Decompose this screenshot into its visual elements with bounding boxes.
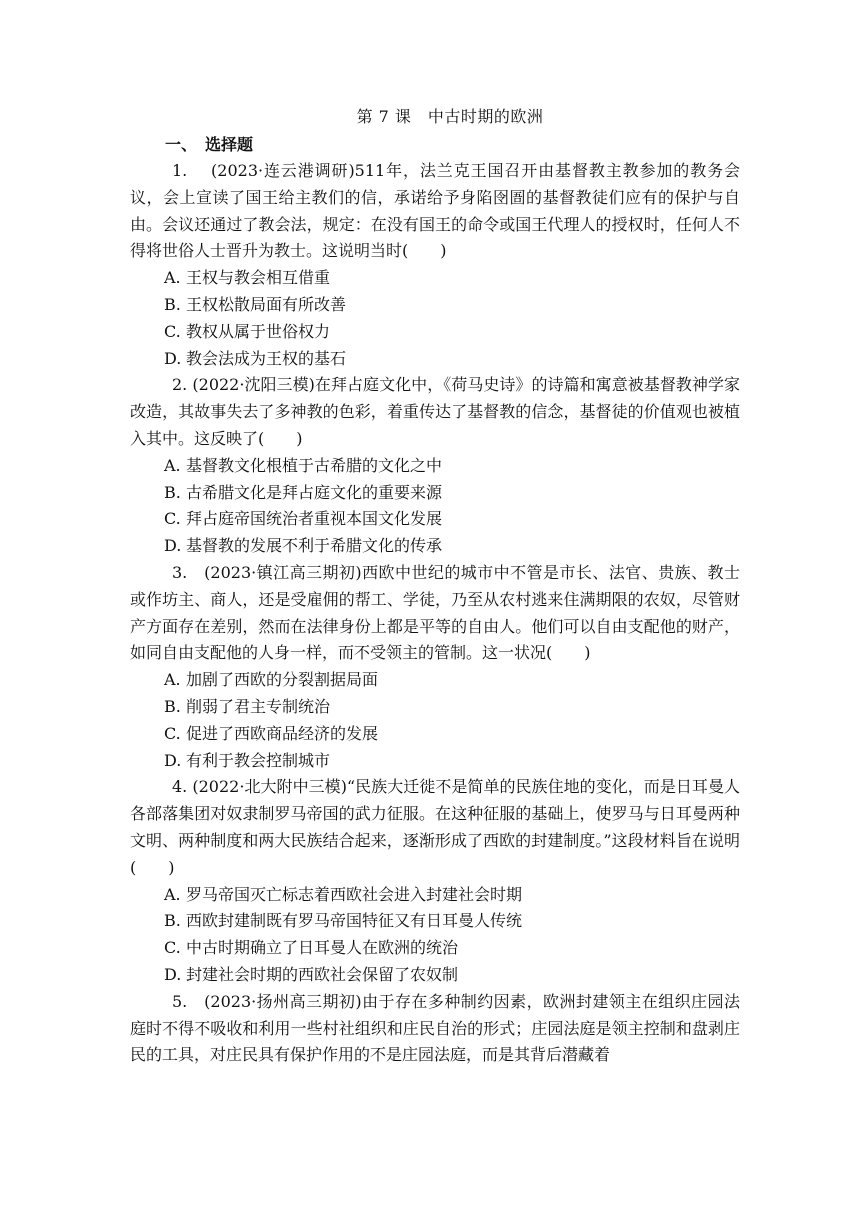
option-d: [130, 533, 740, 560]
option-d: [130, 748, 740, 775]
option-text: 教权从属于世俗权力: [186, 321, 331, 341]
option-letter: A.: [164, 455, 181, 475]
question-stem: 5. (2023·扬州高三期初)由于存在多种制约因素，欧洲封建领主在组织庄园法庭时不得不吸收和利用一些村社组织和庄民自治的形式；庄园法庭是领主控制和盘剥庄民的工具，对庄民具有保护作用的不是庄园法庭，而是其背后潜藏着: [130, 991, 740, 1065]
question-stem: 3. (2023·镇江高三期初)西欧中世纪的城市中不管是市长、法官、贵族、教士或作坊主、商人，还是受雇佣的帮工、学徒，乃至从农村逃来住满期限的农奴，尽管财产方面存在差别，然而在法律身份上都是平等的自由人。他们可以自由支配他的财产，如同自由支配他的人身一样，而不受领主的管制。这一状况( ): [130, 562, 740, 663]
option-a: [130, 667, 740, 694]
option-letter: C.: [164, 509, 181, 529]
option-text: 基督教文化根植于古希腊的文化之中: [186, 455, 443, 475]
option-letter: B.: [164, 294, 181, 314]
option-d: [130, 346, 740, 373]
option-b: [130, 908, 740, 935]
option-c: [130, 935, 740, 962]
option-text: 西欧封建制既有罗马帝国特征又有日耳曼人传统: [186, 911, 523, 931]
option-b: [130, 694, 740, 721]
question-item: [130, 989, 740, 1069]
option-text: 王权与教会相互借重: [186, 268, 331, 288]
question-list: [130, 158, 740, 1069]
option-letter: B.: [164, 482, 181, 502]
option-text: 拜占庭帝国统治者重视本国文化发展: [186, 509, 443, 529]
option-letter: C.: [164, 938, 181, 958]
option-text: 古希腊文化是拜占庭文化的重要来源: [186, 482, 443, 502]
option-b: [130, 480, 740, 507]
question-stem: 2. (2022·沈阳三模)在拜占庭文化中，《荷马史诗》的诗篇和寓意被基督教神学家改造，其故事失去了多神教的色彩，着重传达了基督教的信念，基督徒的价值观也被植入其中。这反映了( ): [130, 375, 740, 448]
option-c: [130, 319, 740, 346]
question-stem: 4. (2022·北大附中三模)“民族大迁徙不是简单的民族住地的变化，而是日耳曼人各部落集团对奴隶制罗马帝国的武力征服。在这种征服的基础上，使罗马与日耳曼两种文明、两种制度和两大民族结合起来，逐渐形成了西欧的封建制度。”这段材料旨在说明( ): [130, 777, 740, 877]
option-c: [130, 721, 740, 748]
option-text: 王权松散局面有所改善: [186, 294, 347, 314]
option-letter: C.: [164, 321, 181, 341]
option-text: 有利于教会控制城市: [186, 750, 331, 770]
section-heading: 一、 选择题: [165, 135, 254, 154]
page-title: 第 7 课 中古时期的欧洲: [356, 107, 544, 126]
option-text: 削弱了君主专制统治: [186, 696, 331, 716]
option-text: 促进了西欧商品经济的发展: [186, 723, 379, 743]
option-text: 封建社会时期的西欧社会保留了农奴制: [186, 964, 459, 984]
option-letter: B.: [164, 911, 181, 931]
option-c: [130, 506, 740, 533]
option-letter: D.: [164, 348, 182, 368]
option-letter: A.: [164, 884, 181, 904]
option-d: [130, 962, 740, 989]
option-a: [130, 265, 740, 292]
option-b: [130, 292, 740, 319]
option-letter: A.: [164, 670, 181, 690]
option-text: 加剧了西欧的分裂割据局面: [186, 670, 379, 690]
option-text: 教会法成为王权的基石: [186, 348, 347, 368]
question-item: [130, 560, 740, 774]
option-letter: D.: [164, 964, 182, 984]
option-a: [130, 882, 740, 909]
question-item: [130, 774, 740, 988]
option-text: 中古时期确立了日耳曼人在欧洲的统治: [186, 938, 459, 958]
option-letter: C.: [164, 723, 181, 743]
option-letter: B.: [164, 696, 181, 716]
option-text: 罗马帝国灭亡标志着西欧社会进入封建社会时期: [186, 884, 523, 904]
question-stem: 1. (2023·连云港调研)511年，法兰克王国召开由基督教主教参加的教务会议，会上宣读了国王给主教们的信，承诺给予身陷囹圄的基督教徒们应有的保护与自由。会议还通过了教会法，规定：在没有国王的命令或国王代理人的授权时，任何人不得将世俗人士晋升为教士。这说明当时( ): [130, 161, 740, 261]
option-letter: D.: [164, 750, 182, 770]
option-text: 基督教的发展不利于希腊文化的传承: [186, 536, 443, 556]
question-item: [130, 372, 740, 560]
question-item: [130, 158, 740, 372]
option-letter: D.: [164, 536, 182, 556]
option-a: [130, 453, 740, 480]
option-letter: A.: [164, 268, 181, 288]
